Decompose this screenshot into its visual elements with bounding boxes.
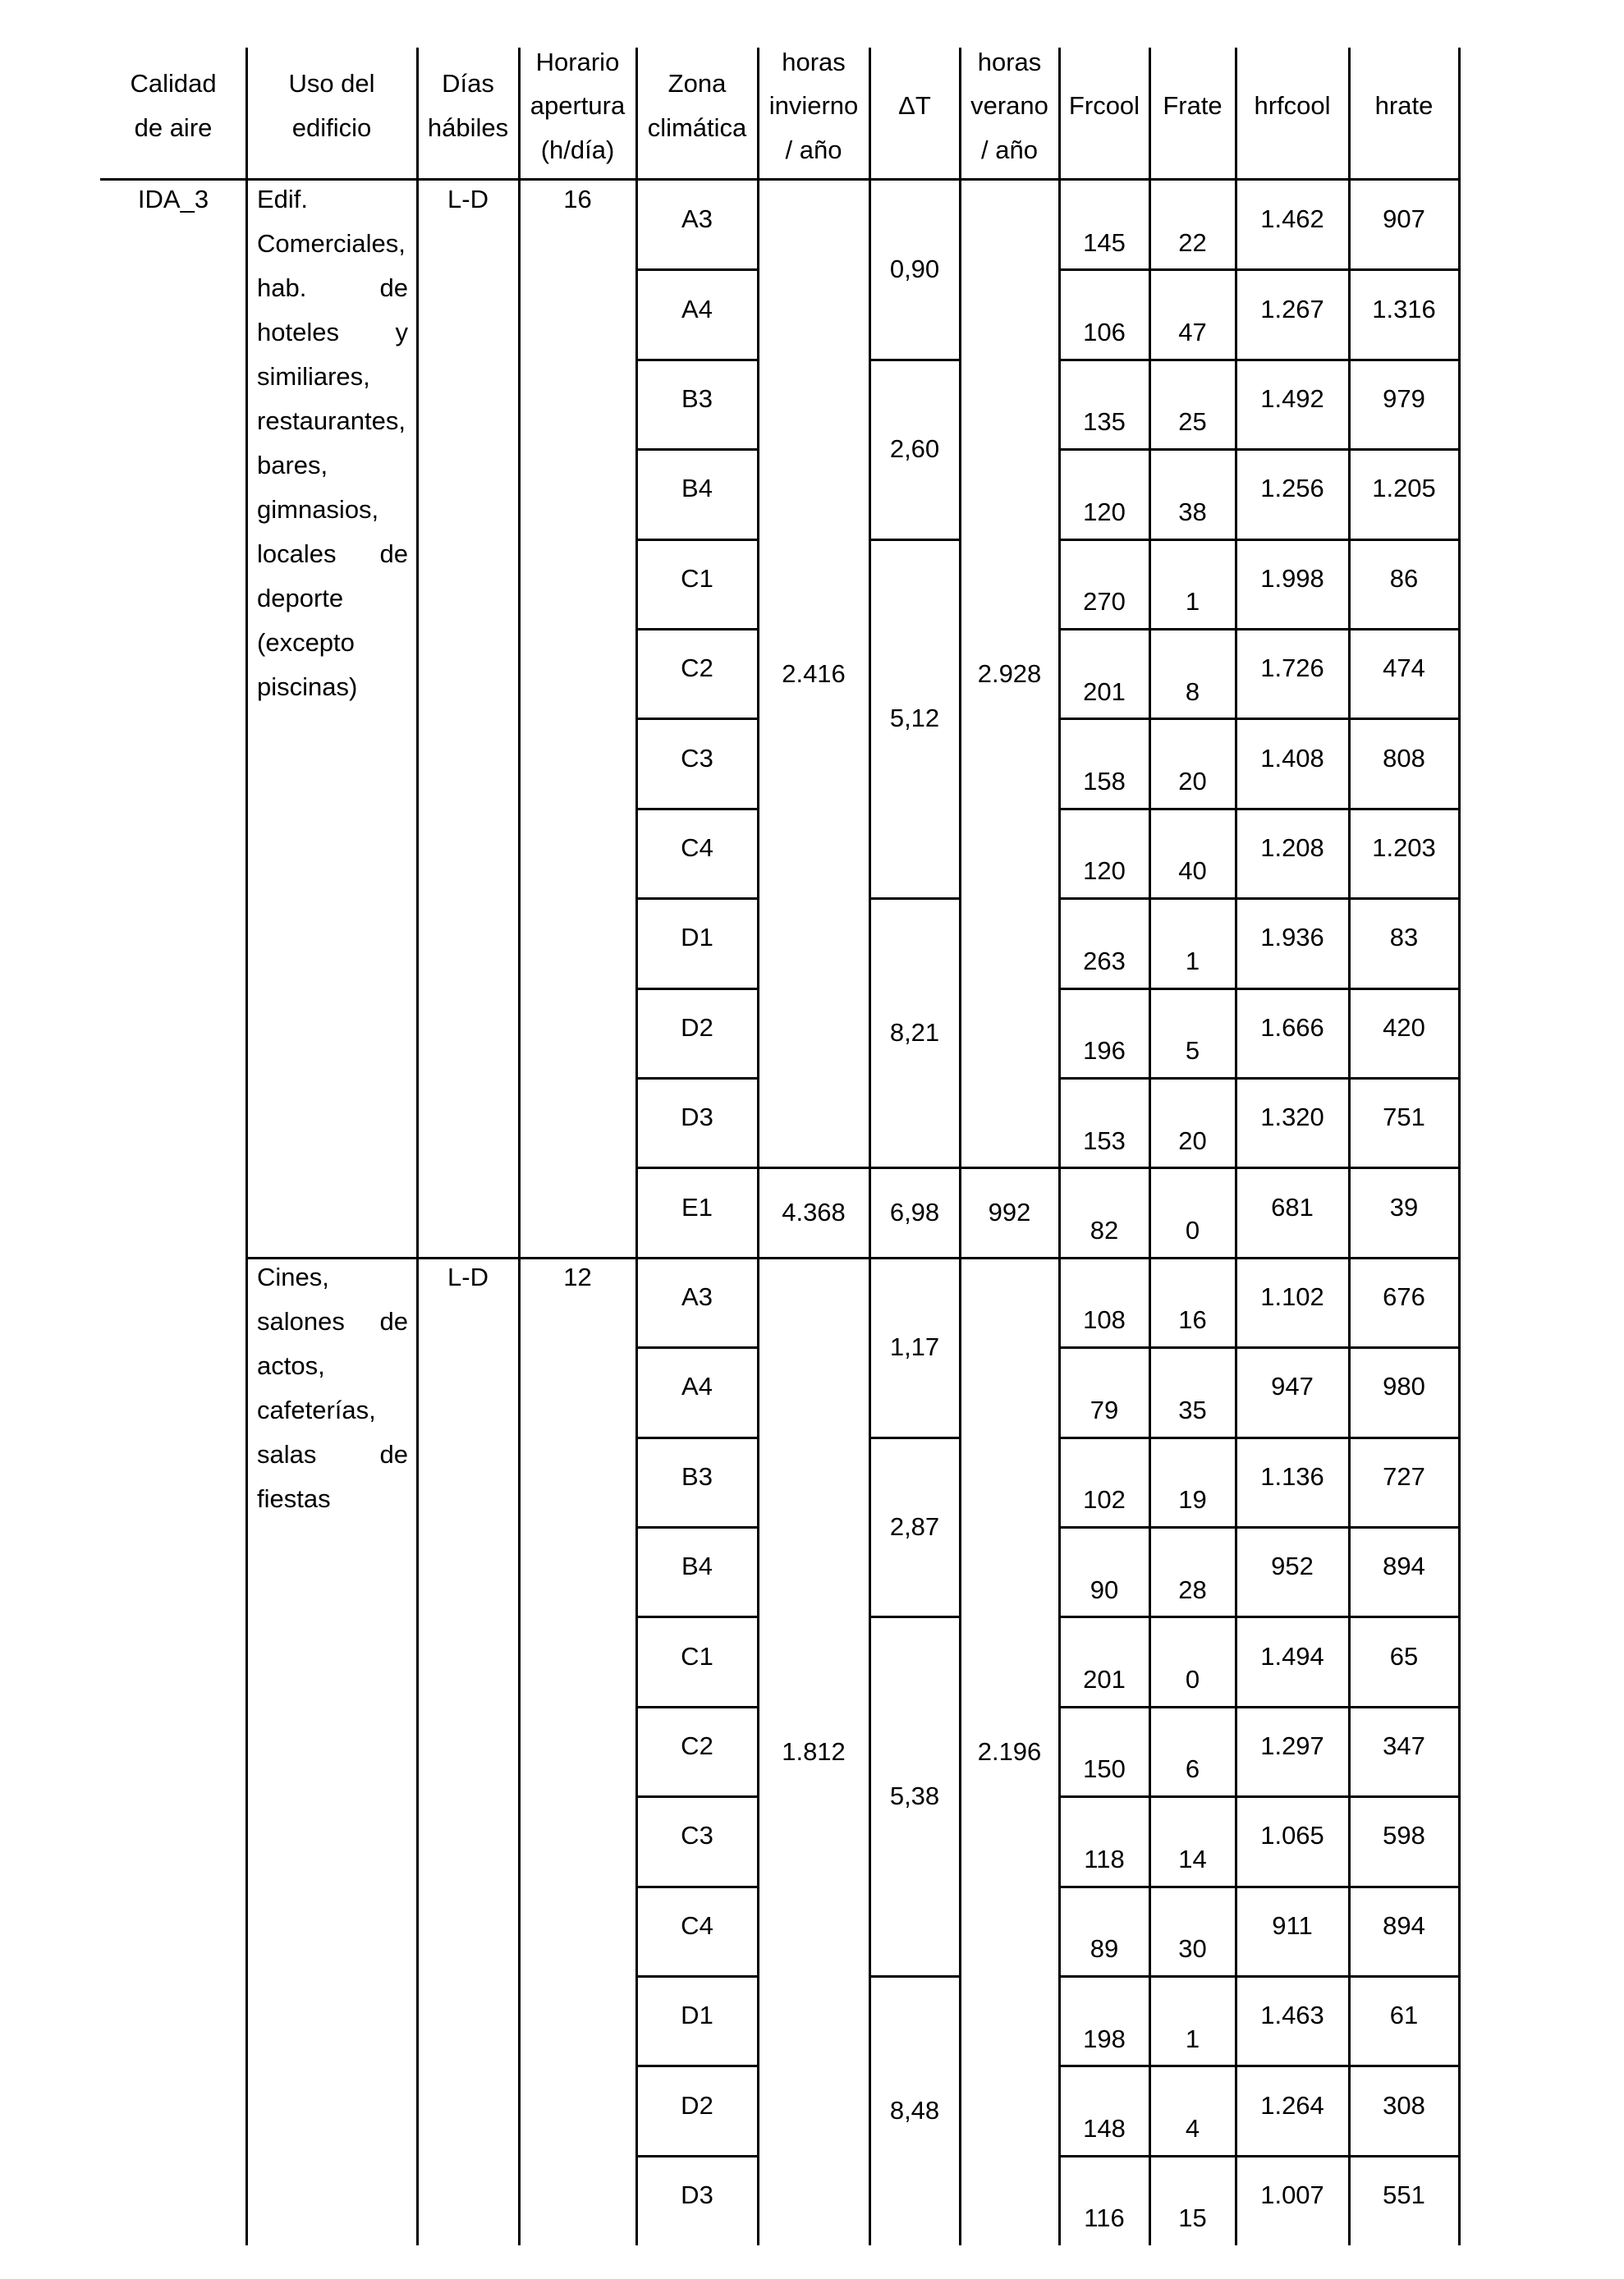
horario-cell: 16 (563, 185, 592, 213)
header-horas-invierno: / año (785, 135, 842, 164)
uso-line (257, 621, 408, 665)
frate-cell: 30 (1178, 1934, 1207, 1964)
uso-word: hab. (257, 273, 307, 302)
row-divider (636, 268, 758, 271)
row-divider (636, 718, 758, 720)
hrfcool-cell: 1.492 (1260, 383, 1324, 413)
hrfcool-cell: 1.726 (1260, 653, 1324, 683)
uso-line (257, 177, 408, 222)
row-divider (1059, 1886, 1459, 1888)
hrate-cell: 727 (1383, 1461, 1425, 1491)
uso-word: (excepto (257, 628, 355, 657)
frate-cell: 20 (1178, 1126, 1207, 1155)
zona-cell: C4 (681, 832, 713, 862)
uso-line (257, 443, 408, 488)
frate-cell: 1 (1185, 946, 1200, 975)
frate-cell: 8 (1185, 676, 1200, 706)
dias-cell: L-D (447, 185, 489, 213)
column-divider (1235, 48, 1237, 2245)
header-horas-verano: horas (977, 47, 1042, 76)
frate-cell: 1 (1185, 587, 1200, 617)
frcool-cell: 158 (1083, 766, 1126, 796)
frate-cell: 35 (1178, 1395, 1207, 1424)
uso-word: locales (257, 539, 337, 568)
zona-cell: D2 (681, 1012, 713, 1042)
frate-cell: 0 (1185, 1664, 1200, 1694)
row-divider (636, 988, 758, 990)
row-divider (869, 1167, 960, 1169)
row-divider (1059, 1975, 1459, 1978)
row-divider (636, 2065, 758, 2067)
hrfcool-cell: 1.007 (1260, 2180, 1324, 2209)
frate-cell: 20 (1178, 766, 1207, 796)
hrate-cell: 1.203 (1372, 832, 1436, 862)
zona-cell: B3 (681, 1461, 713, 1491)
row-divider (1059, 1795, 1459, 1798)
header-horas-verano: verano (970, 91, 1048, 120)
zona-cell: C2 (681, 653, 713, 683)
uso-word: bares, (257, 451, 328, 479)
hrfcool-cell: 1.320 (1260, 1103, 1324, 1132)
hrate-cell: 894 (1383, 1910, 1425, 1940)
hrfcool-cell: 681 (1271, 1192, 1314, 1222)
header-zona: Zona (667, 69, 727, 99)
delta-t-cell: 0,90 (889, 254, 940, 284)
uso-word: actos, (257, 1350, 325, 1380)
frate-cell: 6 (1185, 1754, 1200, 1784)
uso-edificio-cell (257, 1255, 408, 1521)
frcool-cell: 90 (1090, 1575, 1119, 1604)
frcool-cell: 153 (1083, 1126, 1126, 1155)
row-divider (1059, 1437, 1459, 1439)
uso-word: gimnasios, (257, 495, 379, 524)
frate-cell: 4 (1185, 2113, 1200, 2143)
column-divider (518, 48, 521, 2245)
header-horario: Horario (535, 47, 620, 76)
uso-word: de (379, 539, 408, 568)
row-divider (1059, 1346, 1459, 1349)
zona-cell: B3 (681, 383, 713, 413)
header-calidad: de aire (134, 112, 213, 142)
row-divider (869, 1437, 960, 1439)
uso-word: similiares, (257, 362, 370, 391)
column-divider (757, 48, 759, 2245)
header-calidad: Calidad (130, 69, 217, 99)
delta-t-cell: 6,98 (889, 1198, 940, 1227)
frate-cell: 15 (1178, 2203, 1207, 2233)
uso-line (257, 665, 408, 709)
hrate-cell: 61 (1389, 2001, 1419, 2030)
hrfcool-cell: 1.136 (1260, 1461, 1324, 1491)
row-divider (758, 1167, 869, 1169)
zona-cell: D1 (681, 923, 713, 952)
uso-line (257, 1388, 408, 1433)
hrate-cell: 551 (1383, 2180, 1425, 2209)
row-divider (1059, 2065, 1459, 2067)
uso-word: de (379, 273, 408, 302)
uso-word: de (379, 1306, 408, 1336)
hrate-cell: 308 (1383, 2090, 1425, 2120)
header-hrfcool: hrfcool (1254, 91, 1331, 120)
row-divider (636, 2155, 758, 2157)
hrate-cell: 1.205 (1372, 474, 1436, 503)
dias-cell: L-D (447, 1262, 489, 1291)
row-divider (636, 1795, 758, 1798)
uso-line (257, 576, 408, 621)
frate-cell: 19 (1178, 1485, 1207, 1515)
calidad-cell: IDA_3 (137, 185, 209, 213)
zona-cell: D2 (681, 2090, 713, 2120)
hrfcool-cell: 1.264 (1260, 2090, 1324, 2120)
row-divider (636, 1975, 758, 1978)
hrate-cell: 474 (1383, 653, 1425, 683)
row-divider (1059, 897, 1459, 900)
frate-cell: 28 (1178, 1575, 1207, 1604)
uso-line (257, 399, 408, 443)
frcool-cell: 120 (1083, 497, 1126, 526)
header-frate: Frate (1163, 91, 1223, 120)
frcool-cell: 116 (1084, 2203, 1125, 2233)
uso-line (257, 222, 408, 266)
hrfcool-cell: 1.208 (1260, 832, 1324, 862)
hrfcool-cell: 1.998 (1260, 563, 1324, 593)
hrfcool-cell: 1.494 (1260, 1641, 1324, 1671)
row-divider (1059, 2155, 1459, 2157)
column-divider (1458, 48, 1461, 2245)
row-divider (1059, 448, 1459, 451)
row-divider (1059, 988, 1459, 990)
hrfcool-cell: 1.102 (1260, 1282, 1324, 1311)
uso-line (257, 1477, 408, 1521)
frcool-cell: 270 (1083, 587, 1126, 617)
zona-cell: A3 (681, 204, 713, 234)
hrate-cell: 676 (1383, 1282, 1425, 1311)
zona-cell: C2 (681, 1731, 713, 1760)
zona-cell: A4 (681, 1372, 713, 1401)
frcool-cell: 148 (1083, 2113, 1126, 2143)
delta-t-cell: 1,17 (889, 1332, 940, 1362)
frcool-cell: 196 (1083, 1036, 1126, 1066)
row-divider (1059, 1706, 1459, 1708)
frcool-cell: 108 (1083, 1305, 1126, 1335)
hrate-cell: 751 (1383, 1103, 1425, 1132)
row-divider (636, 359, 758, 361)
hrate-cell: 894 (1383, 1552, 1425, 1581)
uso-word: cafeterías, (257, 1395, 376, 1424)
header-horas-invierno: invierno (768, 91, 859, 120)
frate-cell: 1 (1185, 2024, 1200, 2053)
hrate-cell: 420 (1383, 1012, 1425, 1042)
header-uso: Uso del (288, 69, 375, 99)
zona-cell: C1 (681, 1641, 713, 1671)
delta-t-cell: 8,21 (889, 1018, 940, 1048)
column-divider (1348, 48, 1351, 2245)
horas-verano-cell: 2.928 (977, 658, 1042, 688)
header-horario: (h/día) (540, 135, 615, 164)
row-divider (636, 1346, 758, 1349)
hrate-cell: 86 (1389, 563, 1419, 593)
hrfcool-cell: 1.408 (1260, 743, 1324, 773)
uso-word: deporte (257, 584, 344, 612)
uso-line (257, 1433, 408, 1477)
uso-word: Cines, (257, 1262, 329, 1291)
row-divider (1059, 539, 1459, 541)
uso-word: fiestas (257, 1483, 331, 1513)
hrate-cell: 39 (1389, 1192, 1419, 1222)
frate-cell: 38 (1178, 497, 1207, 526)
frcool-cell: 198 (1083, 2024, 1126, 2053)
row-divider (960, 1257, 1059, 1259)
zona-cell: D3 (681, 2180, 713, 2209)
frate-cell: 40 (1178, 856, 1207, 886)
zona-cell: B4 (681, 1552, 713, 1581)
row-divider (636, 1526, 758, 1529)
hrfcool-cell: 911 (1272, 1910, 1313, 1940)
frcool-cell: 120 (1083, 856, 1126, 886)
header-hrate: hrate (1374, 91, 1434, 120)
column-divider (1058, 48, 1061, 2245)
row-divider (1059, 718, 1459, 720)
uso-word: piscinas) (257, 672, 358, 701)
row-divider (1059, 1616, 1459, 1618)
header-horario: apertura (530, 91, 626, 120)
zona-cell: D1 (681, 2001, 713, 2030)
frcool-cell: 118 (1084, 1844, 1125, 1873)
row-divider (1059, 808, 1459, 810)
frcool-cell: 263 (1083, 946, 1126, 975)
zona-cell: D3 (681, 1103, 713, 1132)
frate-cell: 47 (1178, 317, 1207, 346)
delta-t-cell: 5,38 (889, 1781, 940, 1811)
uso-word: y (395, 318, 408, 346)
hrate-cell: 598 (1383, 1821, 1425, 1850)
row-divider (869, 359, 960, 361)
row-divider (869, 1616, 960, 1618)
hrate-cell: 907 (1383, 204, 1425, 234)
zona-cell: C1 (681, 563, 713, 593)
row-divider (636, 1437, 758, 1439)
hrate-cell: 65 (1389, 1641, 1419, 1671)
row-divider (636, 628, 758, 631)
frate-cell: 0 (1185, 1215, 1200, 1245)
horas-verano-cell: 992 (988, 1198, 1031, 1227)
row-divider (636, 448, 758, 451)
horas-invierno-cell: 1.812 (782, 1736, 846, 1766)
uso-word: Edif. (257, 185, 309, 213)
uso-line (257, 355, 408, 399)
column-divider (635, 48, 638, 2245)
frcool-cell: 79 (1090, 1395, 1119, 1424)
hrate-cell: 1.316 (1372, 294, 1436, 323)
hrfcool-cell: 1.297 (1260, 1731, 1324, 1760)
row-divider (636, 1077, 758, 1080)
uso-line (257, 1300, 408, 1344)
row-divider (636, 1167, 758, 1169)
frcool-cell: 82 (1090, 1215, 1119, 1245)
uso-line (257, 1344, 408, 1388)
frcool-cell: 89 (1090, 1934, 1119, 1964)
uso-word: salas (257, 1439, 317, 1469)
hrate-cell: 83 (1389, 923, 1419, 952)
row-divider (636, 808, 758, 810)
frate-cell: 16 (1178, 1305, 1207, 1335)
uso-edificio-cell (257, 177, 408, 709)
zona-cell: B4 (681, 474, 713, 503)
row-divider (1059, 1526, 1459, 1529)
row-divider (1059, 1077, 1459, 1080)
column-divider (959, 48, 961, 2245)
uso-word: Comerciales, (257, 229, 406, 258)
header-dias: Días (442, 69, 494, 99)
delta-t-cell: 2,60 (889, 434, 940, 464)
uso-line (257, 1255, 408, 1300)
row-divider (1059, 628, 1459, 631)
frate-cell: 14 (1178, 1844, 1207, 1873)
frate-cell: 5 (1185, 1036, 1200, 1066)
horas-invierno-cell: 2.416 (782, 658, 846, 688)
zona-cell: A3 (681, 1282, 713, 1311)
frcool-cell: 150 (1083, 1754, 1126, 1784)
header-delta-t: ΔT (898, 91, 931, 120)
uso-line (257, 532, 408, 576)
hrfcool-cell: 1.936 (1260, 923, 1324, 952)
horario-cell: 12 (563, 1262, 592, 1291)
row-divider (869, 1975, 960, 1978)
frcool-cell: 145 (1083, 227, 1126, 257)
uso-word: de (379, 1439, 408, 1469)
frcool-cell: 201 (1083, 676, 1126, 706)
header-horas-invierno: horas (782, 47, 846, 76)
hrfcool-cell: 1.065 (1260, 1821, 1324, 1850)
row-divider (636, 1706, 758, 1708)
row-divider (636, 1616, 758, 1618)
hrfcool-cell: 1.463 (1260, 2001, 1324, 2030)
zona-cell: A4 (681, 294, 713, 323)
column-divider (1149, 48, 1151, 2245)
row-divider (636, 897, 758, 900)
uso-word: hoteles (257, 318, 339, 346)
column-divider (869, 48, 871, 2245)
frcool-cell: 135 (1083, 407, 1126, 437)
header-frcool: Frcool (1068, 91, 1140, 120)
header-zona: climática (647, 112, 747, 142)
hrfcool-cell: 1.267 (1260, 294, 1324, 323)
row-divider (1059, 1257, 1459, 1259)
hrate-cell: 808 (1383, 743, 1425, 773)
uso-line (257, 310, 408, 355)
hrfcool-cell: 1.256 (1260, 474, 1324, 503)
hrfcool-cell: 952 (1271, 1552, 1314, 1581)
hrate-cell: 979 (1383, 383, 1425, 413)
row-divider (1059, 1167, 1459, 1169)
hrate-cell: 980 (1383, 1372, 1425, 1401)
frate-cell: 25 (1178, 407, 1207, 437)
horas-verano-cell: 2.196 (977, 1736, 1042, 1766)
hrfcool-cell: 947 (1271, 1372, 1314, 1401)
hrfcool-cell: 1.462 (1260, 204, 1324, 234)
hrate-cell: 347 (1383, 1731, 1425, 1760)
frcool-cell: 102 (1083, 1485, 1126, 1515)
zona-cell: C4 (681, 1910, 713, 1940)
header-uso: edificio (291, 112, 372, 142)
delta-t-cell: 8,48 (889, 2096, 940, 2125)
header-horas-verano: / año (981, 135, 1038, 164)
hrfcool-cell: 1.666 (1260, 1012, 1324, 1042)
zona-cell: E1 (681, 1192, 713, 1222)
column-divider (245, 48, 248, 2245)
row-divider (960, 1167, 1059, 1169)
zona-cell: C3 (681, 1821, 713, 1850)
header-dias: hábiles (427, 112, 509, 142)
row-divider (1059, 359, 1459, 361)
column-divider (416, 48, 419, 2245)
row-divider (636, 1257, 758, 1259)
delta-t-cell: 5,12 (889, 704, 940, 733)
row-divider (758, 1257, 869, 1259)
frate-cell: 22 (1178, 227, 1207, 257)
uso-word: salones (257, 1306, 345, 1336)
row-divider (869, 1257, 960, 1259)
zona-cell: C3 (681, 743, 713, 773)
delta-t-cell: 2,87 (889, 1512, 940, 1541)
row-divider (1059, 268, 1459, 271)
row-divider (636, 1886, 758, 1888)
frcool-cell: 201 (1083, 1664, 1126, 1694)
uso-word: restaurantes, (257, 406, 406, 435)
row-divider (636, 539, 758, 541)
row-divider (869, 539, 960, 541)
uso-line (257, 488, 408, 532)
horas-invierno-cell: 4.368 (782, 1198, 846, 1227)
row-divider (869, 897, 960, 900)
frcool-cell: 106 (1083, 317, 1126, 346)
uso-line (257, 266, 408, 310)
